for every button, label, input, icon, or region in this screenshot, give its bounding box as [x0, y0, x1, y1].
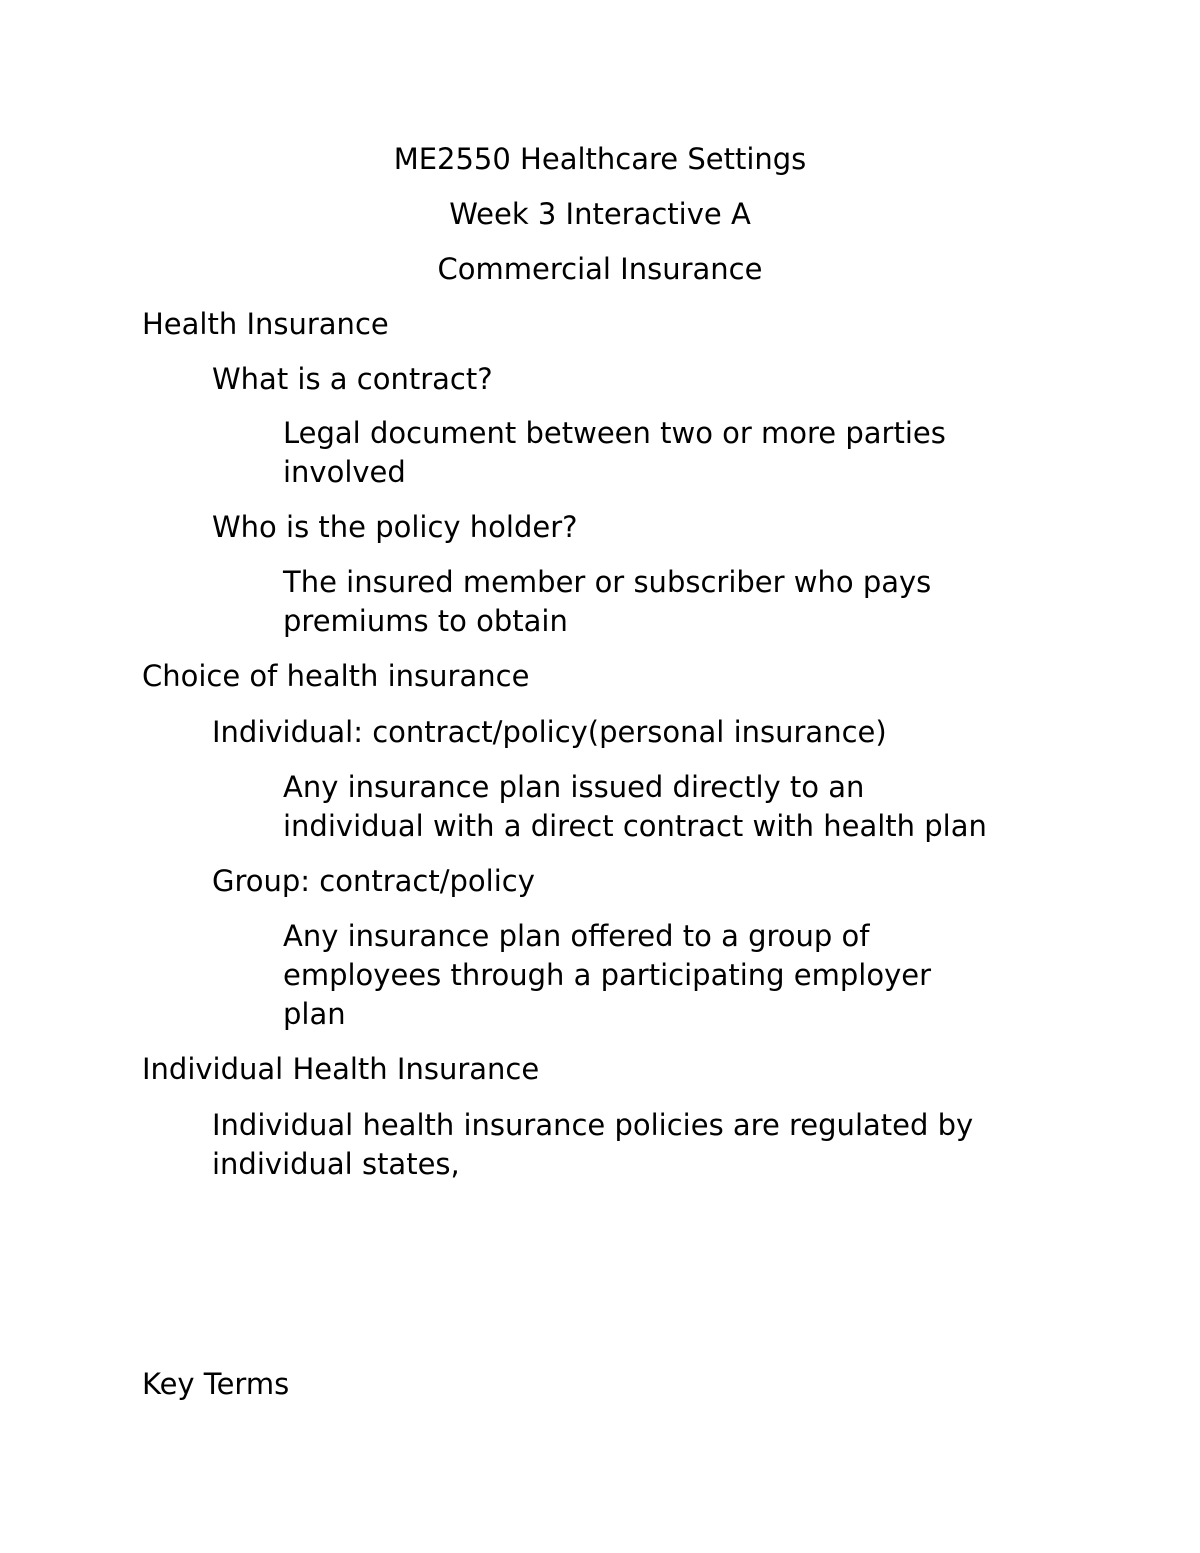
body-regulation-line-2: individual states, [212, 1147, 460, 1181]
section-heading-health-insurance: Health Insurance [142, 307, 389, 341]
section-heading-individual-health-insurance: Individual Health Insurance [142, 1052, 540, 1086]
question-contract: What is a contract? [212, 362, 493, 396]
topic-title: Commercial Insurance [437, 252, 763, 286]
question-policy-holder: Who is the policy holder? [212, 510, 578, 544]
key-terms-heading: Key Terms [142, 1367, 290, 1401]
question-group: Group: contract/policy [212, 864, 535, 898]
week-title: Week 3 Interactive A [449, 197, 751, 231]
answer-individual-line-2: individual with a direct contract with health plan [283, 809, 987, 843]
answer-group-line-2: employees through a participating employer [283, 958, 931, 992]
answer-group-line-3: plan [283, 997, 346, 1031]
answer-policy-holder-line-2: premiums to obtain [283, 604, 568, 638]
answer-group-line-1: Any insurance plan offered to a group of [283, 919, 870, 953]
answer-individual-line-1: Any insurance plan issued directly to an [283, 770, 865, 804]
question-individual: Individual: contract/policy(personal insurance) [212, 715, 887, 749]
answer-contract-line-2: involved [283, 455, 406, 489]
course-title: ME2550 Healthcare Settings [393, 142, 807, 176]
section-heading-choice: Choice of health insurance [142, 659, 530, 693]
answer-contract-line-1: Legal document between two or more parties [283, 416, 946, 450]
answer-policy-holder-line-1: The insured member or subscriber who pays [283, 565, 932, 599]
body-regulation-line-1: Individual health insurance policies are regulated by [212, 1108, 974, 1142]
